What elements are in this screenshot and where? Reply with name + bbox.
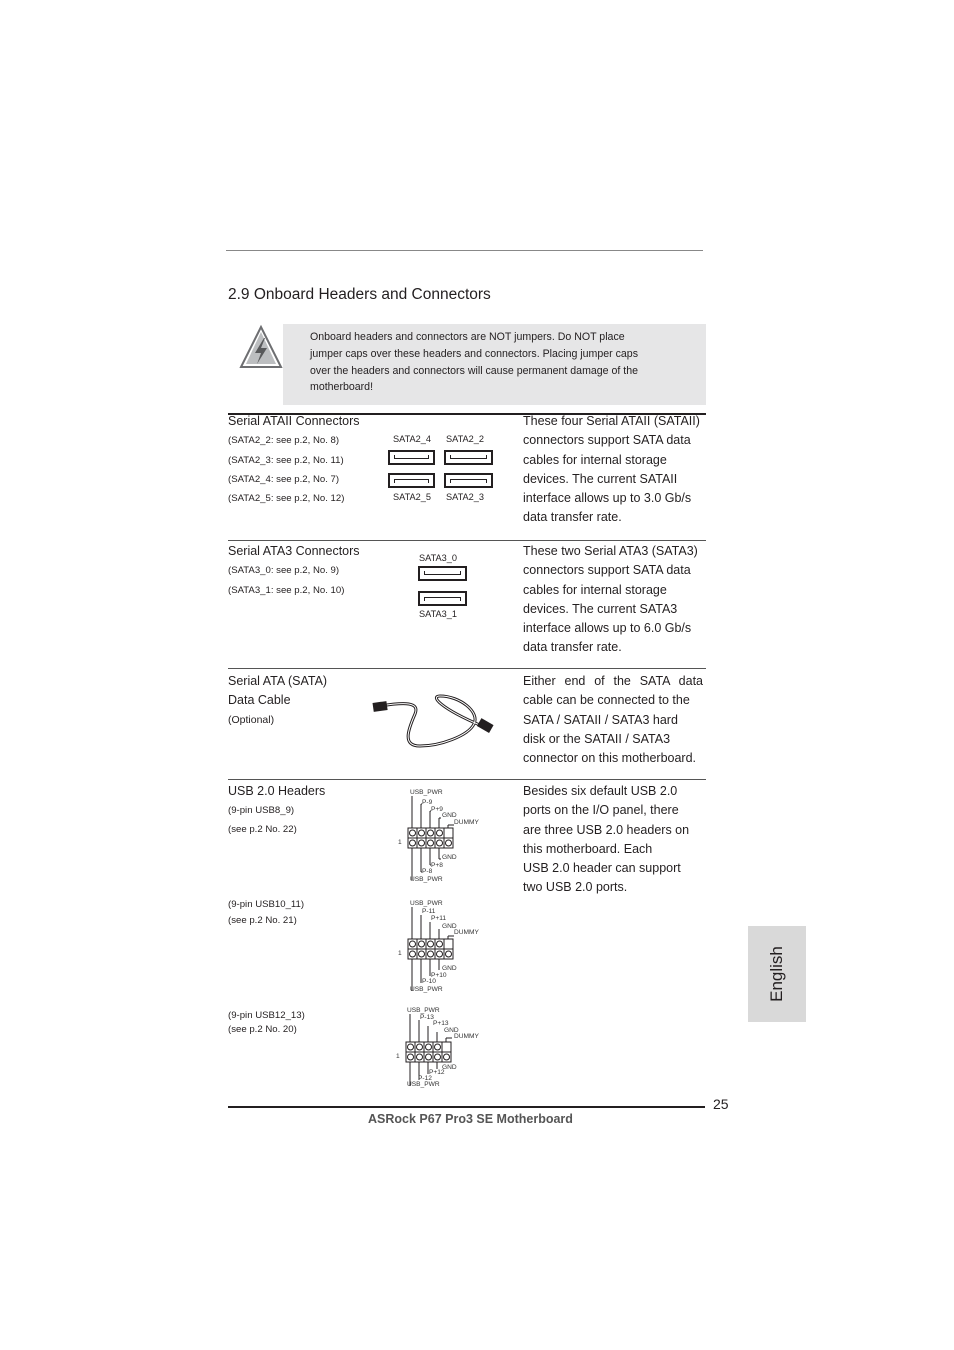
pin-1-marker: 1 [396, 1053, 400, 1060]
desc-line: Besides six default USB 2.0 [523, 784, 678, 798]
sata3-title: Serial ATA3 Connectors [228, 544, 360, 558]
pin-label: GND [442, 923, 457, 930]
pin-label: GND [442, 812, 457, 819]
pin-label: P-12 [418, 1075, 432, 1082]
desc-line: Either end of the SATA data [523, 674, 703, 688]
usb-header-diagram [398, 788, 498, 888]
pin-label: P+9 [431, 806, 443, 813]
caution-line: jumper caps over these headers and connectors. Placing jumper caps [310, 347, 638, 360]
pin-label: USB_PWR [407, 1007, 440, 1014]
pin-label: USB_PWR [410, 986, 443, 993]
usb-header-pin: (9-pin USB12_13) [228, 1010, 305, 1021]
desc-line: devices. The current SATAII [523, 471, 678, 486]
pin-label: GND [444, 1027, 459, 1034]
section-title: 2.9 Onboard Headers and Connectors [228, 286, 491, 303]
sata2-5-connector [388, 473, 435, 488]
pin-label: P-8 [422, 868, 433, 875]
sata3-1-label: SATA3_1 [419, 609, 457, 619]
sata2-4-label: SATA2_4 [393, 434, 431, 444]
row-divider [228, 540, 706, 541]
row-divider [228, 779, 706, 780]
usb-header-ref: (see p.2 No. 21) [228, 915, 297, 926]
pin-label: P+11 [431, 915, 447, 922]
usb-title: USB 2.0 Headers [228, 784, 326, 798]
pin-label: GND [442, 854, 457, 861]
pin-1-marker: 1 [398, 950, 402, 957]
caution-text [310, 329, 660, 396]
desc-line: interface allows up to 6.0 Gb/s [523, 621, 692, 636]
pin-label: USB_PWR [407, 1081, 440, 1088]
page-number: 25 [713, 1096, 729, 1112]
usb-header-pinout [398, 788, 498, 888]
desc-line: cable can be connected to the [523, 693, 690, 708]
sata3-ref: (SATA3_0: see p.2, No. 9) [228, 565, 340, 576]
cable-title-line2: Data Cable [228, 693, 291, 707]
usb-header-pinout [398, 899, 498, 999]
language-tab [748, 926, 806, 1022]
sata2-3-connector [444, 473, 493, 488]
warning-icon [238, 324, 284, 370]
pin-label: GND [442, 1064, 457, 1071]
pin-label: DUMMY [454, 819, 479, 826]
sataii-ref: (SATA2_3: see p.2, No. 11) [228, 455, 344, 466]
pin-label: P+10 [431, 972, 447, 979]
desc-line: cables for internal storage [523, 582, 667, 597]
usb-header-diagram [396, 1006, 496, 1096]
usb-description [523, 782, 689, 898]
sataii-ref: (SATA2_5: see p.2, No. 12) [228, 493, 345, 504]
pin-label: P-13 [420, 1014, 434, 1021]
desc-line: SATA / SATAII / SATA3 hard [523, 712, 678, 727]
sata2-2-connector [444, 450, 493, 465]
pin-label: P-9 [422, 799, 433, 806]
sata2-3-label: SATA2_3 [446, 492, 484, 502]
desc-line: connectors support SATA data [523, 433, 691, 448]
desc-line: disk or the SATAII / SATA3 [523, 731, 671, 746]
sataii-ref: (SATA2_4: see p.2, No. 7) [228, 474, 340, 485]
sata3-0-label: SATA3_0 [419, 553, 457, 563]
pin-label: DUMMY [454, 1033, 479, 1040]
desc-line: two USB 2.0 ports. [523, 880, 628, 895]
desc-line: are three USB 2.0 headers on [523, 822, 690, 837]
pin-1-marker: 1 [398, 839, 402, 846]
desc-line: data transfer rate. [523, 640, 622, 655]
pin-label: P+12 [429, 1069, 445, 1076]
usb-header-pin: (9-pin USB10_11) [228, 899, 305, 910]
desc-line: ports on the I/O panel, there [523, 803, 679, 818]
usb-header-pin: (9-pin USB8_9) [228, 805, 295, 816]
row-divider [228, 668, 706, 669]
desc-line: cables for internal storage [523, 452, 667, 467]
desc-line: devices. The current SATA3 [523, 601, 678, 616]
usb-header-diagram [398, 899, 498, 999]
pin-label: USB_PWR [410, 789, 443, 796]
desc-line: These two Serial ATA3 (SATA3) [523, 544, 698, 558]
pin-label: P+13 [433, 1020, 449, 1027]
language-tab-label: English [767, 946, 786, 1002]
pin-label: P-11 [422, 908, 436, 915]
footer-product-name: ASRock P67 Pro3 SE Motherboard [368, 1112, 573, 1126]
sata2-4-connector [388, 450, 435, 465]
caution-line: motherboard! [310, 381, 374, 394]
sataii-description [523, 412, 700, 528]
sata2-2-label: SATA2_2 [446, 434, 484, 444]
sataii-ref: (SATA2_2: see p.2, No. 8) [228, 435, 340, 446]
cable-title-line1: Serial ATA (SATA) [228, 674, 328, 688]
sataii-title: Serial ATAII Connectors [228, 414, 360, 428]
desc-line: data transfer rate. [523, 510, 622, 525]
usb-header-ref: (see p.2 No. 20) [228, 1024, 297, 1035]
cable-optional-note: (Optional) [228, 714, 275, 726]
sata3-1-connector [418, 591, 467, 606]
sata2-5-label: SATA2_5 [393, 492, 431, 502]
usb-header-ref: (see p.2 No. 22) [228, 824, 297, 835]
desc-line: connector on this motherboard. [523, 751, 697, 766]
desc-line: These four Serial ATAII (SATAII) [523, 414, 700, 428]
cable-description [523, 672, 703, 768]
pin-label: USB_PWR [410, 900, 443, 907]
sata3-0-connector [418, 566, 467, 581]
sata-cable-illustration [370, 688, 500, 750]
desc-line: this motherboard. Each [523, 841, 653, 856]
sata3-ref: (SATA3_1: see p.2, No. 10) [228, 585, 345, 596]
desc-line: interface allows up to 3.0 Gb/s [523, 491, 692, 506]
pin-label: GND [442, 965, 457, 972]
pin-label: USB_PWR [410, 876, 443, 883]
desc-line: USB 2.0 header can support [523, 861, 681, 876]
desc-line: connectors support SATA data [523, 563, 691, 578]
footer-rule [228, 1106, 705, 1108]
caution-line: Onboard headers and connectors are NOT jumpers. Do NOT place [310, 331, 625, 343]
top-rule [226, 250, 703, 251]
caution-line: over the headers and connectors will cause permanent damage of the [310, 364, 639, 377]
sata3-description [523, 542, 698, 658]
pin-label: P+8 [431, 862, 443, 869]
pin-label: DUMMY [454, 929, 479, 936]
pin-label: P-10 [422, 978, 436, 985]
